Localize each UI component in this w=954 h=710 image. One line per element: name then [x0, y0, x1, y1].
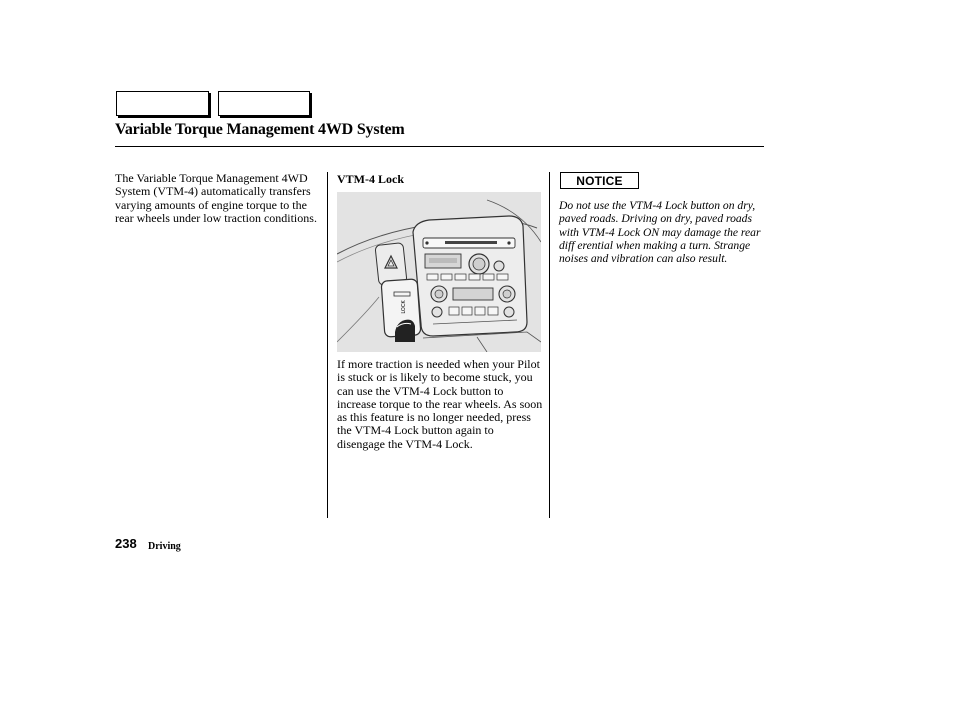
section-heading: VTM-4 Lock — [337, 172, 404, 186]
nav-tab-1[interactable] — [116, 91, 209, 116]
notice-paragraph: Do not use the VTM-4 Lock button on dry, paved roads. Driving on dry, paved roads with VTM-4 Lock ON may damage the rear diff erential when making a turn. Strange noises and vibration can also result. — [559, 199, 761, 266]
dashboard-drawing — [337, 192, 541, 352]
vtm4-lock-button-label: LOCK — [401, 300, 407, 314]
page-title: Variable Torque Management 4WD System — [115, 121, 405, 138]
column-divider-2 — [549, 172, 550, 518]
column-divider-1 — [327, 172, 328, 518]
title-rule — [115, 146, 764, 147]
notice-box — [560, 172, 639, 189]
notice-label: NOTICE — [576, 173, 623, 188]
dashboard-illustration — [337, 192, 541, 352]
page-number: 238 — [115, 536, 137, 551]
nav-tab-2[interactable] — [218, 91, 310, 116]
section-name: Driving — [148, 541, 181, 552]
intro-paragraph: The Variable Torque Management 4WD System (VTM-4) automatically transfers varying amounts of engine torque to the rear wheels under low traction conditions. — [115, 171, 317, 225]
vtm4-lock-paragraph: If more traction is needed when your Pilot is stuck or is likely to become stuck, you can use the VTM-4 Lock button to increase torque to the rear wheels. As soon as this feature is no longer needed, press the VTM-4 Lock button again to disengage the VTM-4 Lock. — [337, 357, 543, 451]
